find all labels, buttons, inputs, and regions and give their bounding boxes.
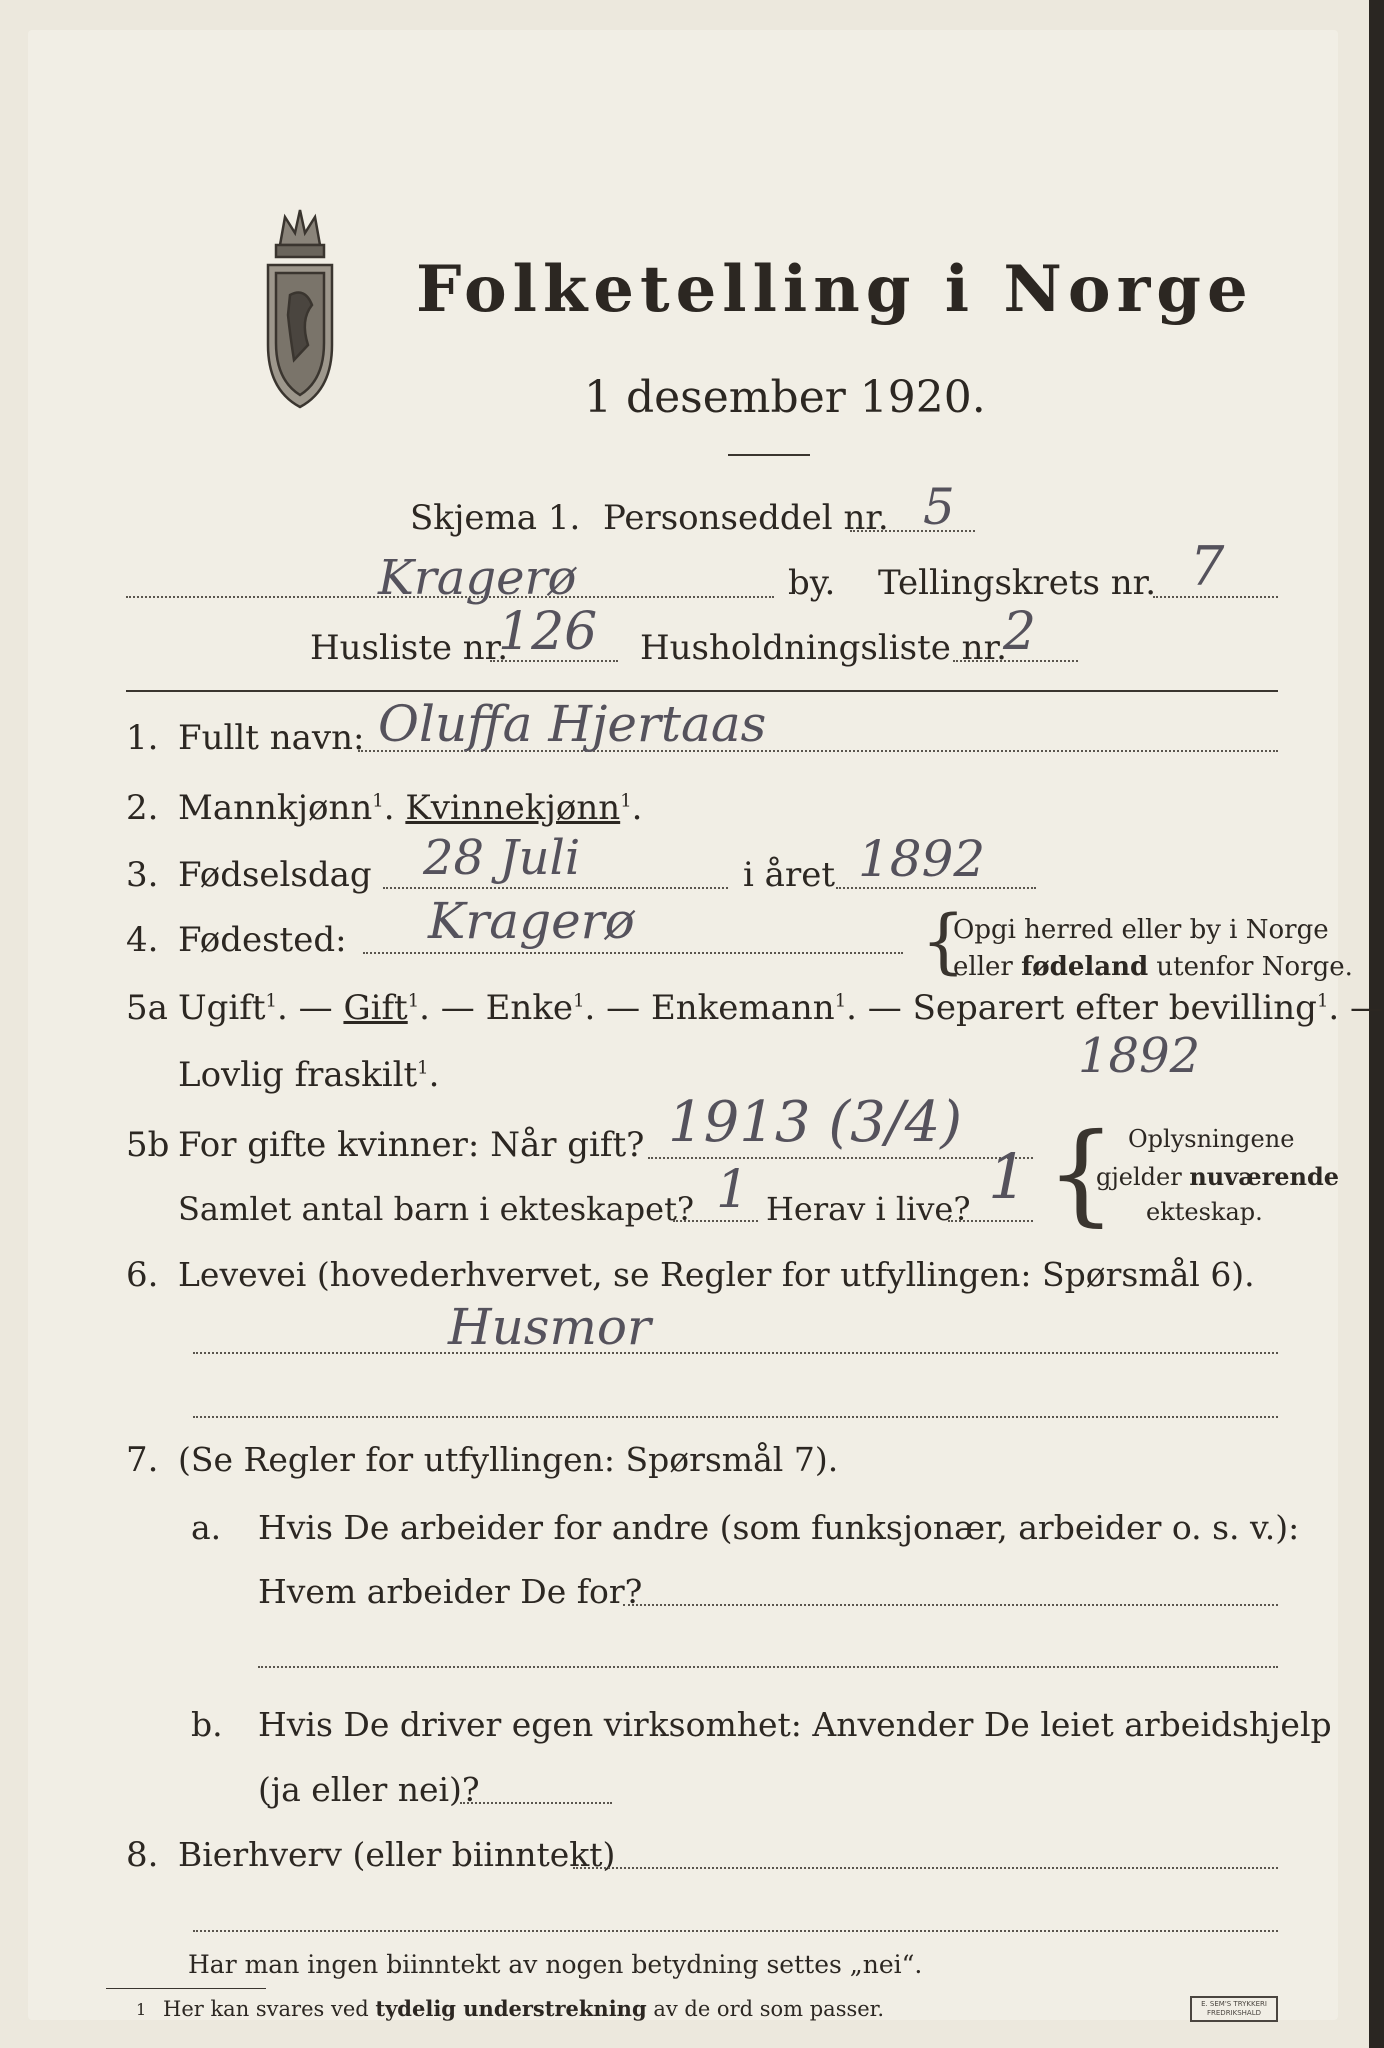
form-date: 1 desember 1920.	[584, 372, 986, 423]
q4-label: Fødested:	[178, 920, 347, 960]
q5b-live-label: Herav i live?	[766, 1190, 971, 1228]
q3-number: 3.	[126, 855, 159, 895]
by-value: Kragerø	[378, 550, 577, 606]
q4-dotline	[363, 952, 903, 954]
q5b-brace: {	[1046, 1109, 1116, 1237]
kvinnekjonn-option: Kvinnekjønn	[405, 788, 621, 828]
husholdning-label: Husholdningsliste nr.	[640, 628, 1007, 668]
q5b-barn-value: 1	[716, 1160, 750, 1220]
q3-dotline	[383, 887, 728, 889]
q2-options: Mannkjønn$^1$. Kvinnekjønn$^1$.	[178, 788, 643, 828]
q8-dotline-1	[573, 1867, 1278, 1869]
q5b-number: 5b	[126, 1125, 170, 1165]
gift-option: Gift	[343, 988, 408, 1028]
q6-label: Levevei (hovederhvervet, se Regler for utfyllingen: Spørsmål 6).	[178, 1255, 1255, 1294]
printer-stamp: E. SEM'S TRYKKERI FREDRIKSHALD	[1190, 1996, 1278, 2022]
header-separator	[126, 690, 1278, 692]
q4-brace: {	[921, 900, 966, 982]
q6-value: Husmor	[448, 1298, 651, 1356]
q5a-number: 5a	[126, 988, 168, 1028]
q1-value: Oluffa Hjertaas	[378, 695, 767, 753]
husliste-label: Husliste nr.	[310, 628, 509, 668]
personseddel-dotline	[850, 530, 975, 532]
q6-number: 6.	[126, 1255, 159, 1295]
personseddel-value: 5	[923, 478, 955, 536]
form-title: Folketelling i Norge	[416, 252, 1254, 327]
footnote-text: Her kan svares ved tydelig understrekning av de ord som passer.	[163, 1996, 885, 2021]
q7a-text: Hvis De arbeider for andre (som funksjonær, arbeider o. s. v.):	[258, 1508, 1300, 1547]
husholdning-value: 2	[1003, 602, 1037, 662]
q3-value: 28 Juli	[423, 830, 581, 886]
q5b-barn-label: Samlet antal barn i ekteskapet?	[178, 1190, 695, 1228]
q4-note-line2: eller fødeland utenfor Norge.	[953, 952, 1353, 982]
personseddel-label: Personseddel nr.	[603, 498, 889, 538]
q5a-handwritten-note: 1892	[1078, 1028, 1201, 1084]
q7-number: 7.	[126, 1440, 159, 1480]
q5b-note-line3: ekteskap.	[1146, 1198, 1263, 1226]
q5b-note-line2: gjelder nuværende	[1096, 1162, 1340, 1191]
q5b-live-value: 1	[988, 1140, 1028, 1213]
q7b-dotline	[460, 1802, 612, 1804]
by-label: by.	[788, 563, 836, 603]
q7a-letter: a.	[191, 1508, 222, 1547]
q3-aret-label: i året	[743, 855, 835, 895]
q5b-barn-dotline	[673, 1220, 758, 1222]
q8-dotline-2	[193, 1930, 1278, 1932]
census-form	[28, 30, 1384, 2021]
q7b-letter: b.	[191, 1705, 223, 1744]
q8-label: Bierhverv (eller biinntekt)	[178, 1835, 616, 1874]
q5a-fraskilt: Lovlig fraskilt$^1$.	[178, 1055, 440, 1095]
q5b-live-dotline	[948, 1220, 1033, 1222]
q5b-note-line1: Oplysningene	[1128, 1125, 1295, 1153]
q7a-dotline-2	[258, 1666, 1278, 1668]
q8-note: Har man ingen biinntekt av nogen betydning settes „nei“.	[188, 1950, 923, 1979]
q3-label: Fødselsdag	[178, 855, 372, 895]
q6-dotline-1	[193, 1352, 1278, 1354]
skjema-label: Skjema 1.	[410, 498, 581, 538]
q5a-options: Ugift$^1$. — Gift$^1$. — Enke$^1$. — Enkemann$^1$. — Separert efter bevilling$^1$. —	[178, 988, 1384, 1028]
tellingskrets-label: Tellingskrets nr.	[878, 563, 1157, 603]
q7a-dotline-1	[623, 1604, 1278, 1606]
q5b-label: For gifte kvinner: Når gift?	[178, 1125, 645, 1165]
q7b-question: (ja eller nei)?	[258, 1770, 480, 1809]
husliste-value: 126	[498, 602, 598, 662]
q4-note-line1: Opgi herred eller by i Norge	[953, 915, 1329, 945]
q1-label: Fullt navn:	[178, 718, 365, 758]
q7-label: (Se Regler for utfyllingen: Spørsmål 7).	[178, 1440, 839, 1479]
q6-dotline-2	[193, 1416, 1278, 1418]
coat-of-arms-icon	[250, 195, 350, 420]
q7a-question: Hvem arbeider De for?	[258, 1572, 643, 1611]
q3-aret-value: 1892	[858, 830, 986, 888]
mannkjonn-option: Mannkjønn	[178, 788, 373, 828]
footnote-mark: 1	[136, 2000, 147, 2019]
title-rule	[728, 454, 810, 456]
footnote-rule	[106, 1988, 266, 1989]
q8-number: 8.	[126, 1835, 159, 1875]
q7b-text: Hvis De driver egen virksomhet: Anvender De leiet arbeidshjelp	[258, 1705, 1332, 1744]
q2-number: 2.	[126, 788, 159, 828]
q5b-value: 1913 (3/4)	[668, 1090, 963, 1155]
q5b-dotline	[648, 1157, 1033, 1159]
tellingskrets-value: 7	[1190, 535, 1225, 598]
q4-number: 4.	[126, 920, 159, 960]
q4-value: Kragerø	[428, 892, 635, 950]
q1-number: 1.	[126, 718, 159, 758]
